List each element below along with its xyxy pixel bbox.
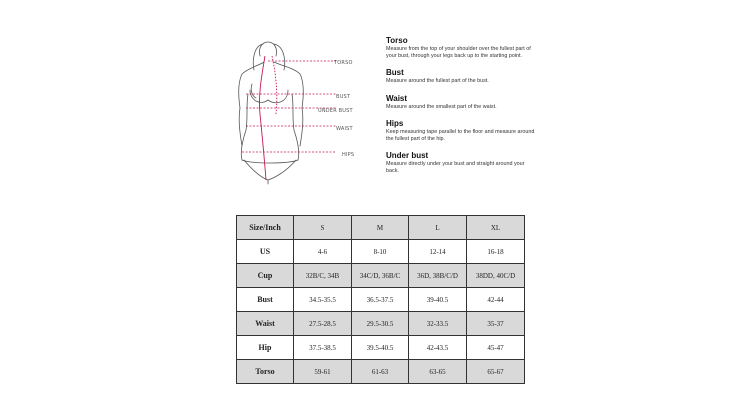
table-cell: 59-61 (294, 360, 352, 384)
table-header-row (237, 216, 525, 240)
header-cell: XL (467, 216, 525, 240)
body-measurement-figure (228, 34, 368, 194)
table-row (237, 288, 525, 312)
table-row (237, 360, 525, 384)
table-cell: 32B/C, 34B (294, 264, 352, 288)
guide-description: Measure around the fullest part of the bust. (386, 78, 489, 85)
torso-measure-line (259, 56, 266, 180)
guide-description: Measure directly under your bust and straight around your back. (386, 161, 525, 175)
table-cell: 38DD, 40C/D (467, 264, 525, 288)
measurement-guide (386, 36, 536, 184)
table-cell: 16-18 (467, 240, 525, 264)
table-cell: 65-67 (467, 360, 525, 384)
guide-item-torso (386, 36, 536, 60)
guide-title: Torso (386, 36, 408, 45)
row-label: Cup (237, 264, 294, 288)
table-cell: 34.5-35.5 (294, 288, 352, 312)
guide-item-under-bust (386, 151, 536, 175)
table-row (237, 336, 525, 360)
table-cell: 42-43.5 (409, 336, 467, 360)
size-chart-table (236, 215, 525, 384)
table-cell: 37.5-38.5 (294, 336, 352, 360)
header-cell: M (352, 216, 409, 240)
header-cell: S (294, 216, 352, 240)
row-label: Torso (237, 360, 294, 384)
guide-item-hips (386, 119, 536, 143)
hips-label: HIPS (342, 152, 355, 158)
header-cell: L (409, 216, 467, 240)
table-cell: 29.5-30.5 (352, 312, 409, 336)
table-cell: 35-37 (467, 312, 525, 336)
table-cell: 36.5-37.5 (352, 288, 409, 312)
guide-item-waist (386, 94, 536, 111)
table-cell: 27.5-28.5 (294, 312, 352, 336)
guide-title: Under bust (386, 151, 429, 161)
guide-item-bust (386, 68, 536, 85)
table-cell: 42-44 (467, 288, 525, 312)
under-bust-label: UNDER BUST (318, 108, 353, 114)
header-cell: Size/Inch (237, 216, 294, 240)
guide-title: Hips (386, 118, 404, 128)
table-cell: 39-40.5 (409, 288, 467, 312)
guide-title: Bust (386, 68, 404, 78)
table-row (237, 264, 525, 288)
torso-label: TORSO (334, 60, 353, 66)
table-row (237, 240, 525, 264)
guide-description: Measure from the top of your shoulder over the fullest part of your bust, through your legs back up to the starting point. (386, 46, 531, 60)
bust-label: BUST (336, 94, 351, 100)
row-label: Hip (237, 336, 294, 360)
waist-label: WAIST (336, 126, 353, 132)
table-cell: 8-10 (352, 240, 409, 264)
row-label: US (237, 240, 294, 264)
guide-description: Keep measuring tape parallel to the floor and measure around the fullest part of the hip. (386, 128, 535, 143)
guide-title: Waist (386, 93, 408, 103)
guide-description: Measure around the smallest part of the waist. (386, 103, 497, 110)
table-cell: 39.5-40.5 (352, 336, 409, 360)
table-cell: 63-65 (409, 360, 467, 384)
table-cell: 45-47 (467, 336, 525, 360)
table-cell: 4-6 (294, 240, 352, 264)
table-cell: 36D, 38B/C/D (409, 264, 467, 288)
row-label: Waist (237, 312, 294, 336)
table-cell: 32-33.5 (409, 312, 467, 336)
row-label: Bust (237, 288, 294, 312)
table-row (237, 312, 525, 336)
table-cell: 12-14 (409, 240, 467, 264)
table-cell: 34C/D, 36B/C (352, 264, 409, 288)
body-outline-illustration (228, 34, 368, 194)
table-cell: 61-63 (352, 360, 409, 384)
